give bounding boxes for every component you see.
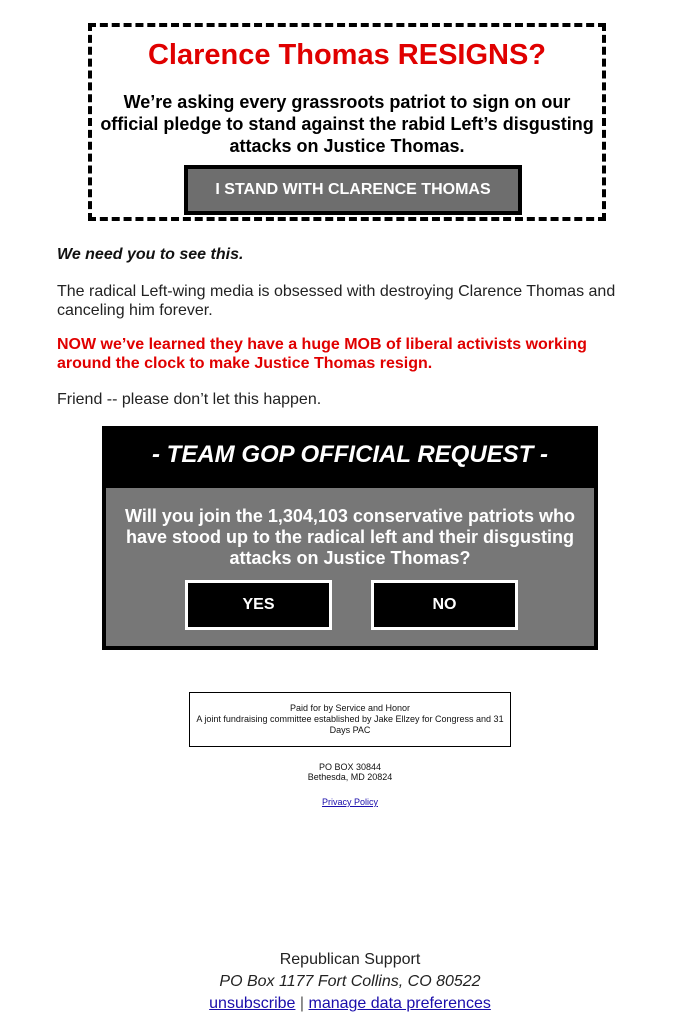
- official-request-box: [102, 426, 598, 650]
- pledge-description: We’re asking every grassroots patriot to sign on our official pledge to stand against the rabid Left’s disgusting attacks on Justice Thomas.: [100, 92, 594, 156]
- footer-address: PO Box 1177 Fort Collins, CO 80522: [219, 973, 481, 990]
- no-button[interactable]: NO: [371, 580, 518, 630]
- po-box: PO BOX 30844: [318, 762, 382, 772]
- intro-text: We need you to see this.: [57, 246, 244, 263]
- mailing-address: [0, 762, 700, 782]
- friend-paragraph: Friend -- please don’t let this happen.: [57, 391, 322, 408]
- footer: [0, 949, 700, 1015]
- privacy-row: [0, 797, 700, 807]
- media-paragraph: The radical Left-wing media is obsessed with destroying Clarence Thomas and canceling him forever.: [57, 283, 616, 319]
- stand-with-thomas-button[interactable]: I STAND WITH CLARENCE THOMAS: [184, 165, 522, 215]
- footer-links: [0, 993, 700, 1015]
- paid-for-disclaimer: [189, 692, 511, 747]
- paid-for-text: Paid for by Service and Honor: [289, 703, 411, 713]
- manage-preferences-link[interactable]: manage data preferences: [308, 995, 491, 1012]
- city-state-zip: Bethesda, MD 20824: [307, 772, 393, 782]
- footer-org: Republican Support: [279, 951, 421, 968]
- request-question: Will you join the 1,304,103 conservative patriots who have stood up to the radical left and their disgusting attacks on Justice Thomas?: [125, 506, 575, 568]
- headline: Clarence Thomas RESIGNS?: [147, 39, 547, 71]
- unsubscribe-link[interactable]: unsubscribe: [209, 995, 296, 1012]
- committee-text: A joint fundraising committee established by Jake Ellzey for Congress and 31 Days PAC: [196, 714, 504, 735]
- official-request-header: - TEAM GOP OFFICIAL REQUEST -: [152, 441, 548, 468]
- mob-warning-paragraph: NOW we’ve learned they have a huge MOB of liberal activists working around the clock to make Justice Thomas resign.: [57, 336, 587, 372]
- yes-button[interactable]: YES: [185, 580, 332, 630]
- privacy-policy-link[interactable]: Privacy Policy: [321, 797, 378, 807]
- request-panel: [106, 488, 594, 646]
- link-separator: |: [299, 995, 305, 1012]
- pledge-box: [88, 23, 606, 221]
